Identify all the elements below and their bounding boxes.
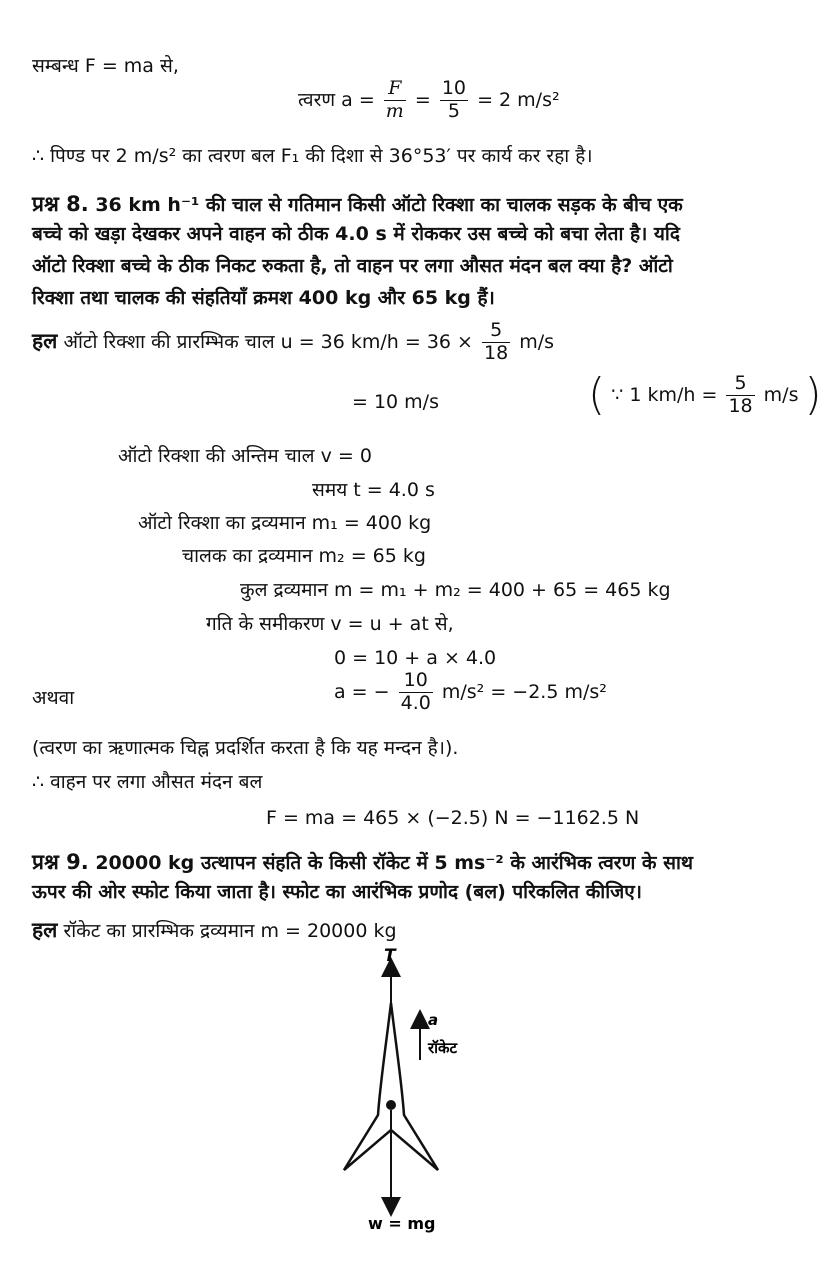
question-8-line-3: ऑटो रिक्शा बच्चे के ठीक निकट रुकता है, तो वाहन पर लगा औसत मंदन बल क्या है? ऑटो xyxy=(32,255,673,277)
fraction-numerator: F xyxy=(384,78,406,101)
conclusion-line: ∴ पिण्ड पर 2 m/s² का त्वरण बल F₁ की दिशा से 36°53′ पर कार्य कर रहा है। xyxy=(32,145,593,167)
acceleration-label: a xyxy=(428,1011,439,1029)
fraction-denominator: 5 xyxy=(447,99,460,122)
right-paren: ) xyxy=(804,369,822,420)
question-9-label: प्रश्न 9. xyxy=(32,850,89,874)
acceleration-rhs: m/s² = −2.5 m/s² xyxy=(441,680,607,703)
question-9-line-2: ऊपर की ओर स्फोट किया जाता है। स्फोट का आरंभिक प्रणोद (बल) परिकलित कीजिए। xyxy=(32,881,642,903)
accel-lhs: त्वरण a = xyxy=(298,88,375,111)
ten-over-five-fraction xyxy=(440,78,468,123)
question-8-line-2: बच्चे को खड़ा देखकर अपने वाहन को ठीक 4.0 s में रोककर उस बच्चे को बचा लेता है। यदि xyxy=(32,223,680,245)
question-9-line-1 xyxy=(32,850,693,875)
fraction-denominator: 4.0 xyxy=(400,691,431,714)
solution-8-label: हल xyxy=(32,328,58,353)
acceleration-lhs: a = − xyxy=(334,680,390,703)
five-over-eighteen-fraction xyxy=(482,320,510,365)
final-speed: ऑटो रिक्शा की अन्तिम चाल v = 0 xyxy=(118,445,372,467)
athava-label: अथवा xyxy=(32,687,75,709)
accel-result: = 2 m/s² xyxy=(477,88,560,111)
force-equation: F = ma = 465 × (−2.5) N = −1162.5 N xyxy=(266,807,640,829)
deceleration-note: (त्वरण का ऋणात्मक चिह्न प्रदर्शित करता है कि यह मन्दन है।). xyxy=(32,737,459,759)
left-paren: ( xyxy=(588,369,606,420)
fraction-denominator: 18 xyxy=(728,394,753,417)
solution-9-label: हल xyxy=(32,918,58,942)
fraction-denominator: 18 xyxy=(484,341,509,364)
solution-8-initial-speed xyxy=(32,320,554,365)
ten-over-four-fraction xyxy=(399,670,433,715)
thrust-label: T xyxy=(384,946,396,966)
fraction-numerator: 5 xyxy=(482,320,510,343)
question-8-line-4: रिक्शा तथा चालक की संहतियाँ क्रमश 400 kg और 65 kg हैं। xyxy=(32,287,495,309)
acceleration-equation xyxy=(298,78,560,123)
equation-substituted: 0 = 10 + a × 4.0 xyxy=(334,647,497,669)
initial-speed-result: = 10 m/s xyxy=(352,391,439,413)
fraction-numerator: 10 xyxy=(399,670,433,693)
rocket-label: रॉकेट xyxy=(428,1039,458,1057)
relation-line: सम्बन्ध F = ma से, xyxy=(32,55,179,77)
total-mass: कुल द्रव्यमान m = m₁ + m₂ = 400 + 65 = 465 kg xyxy=(240,579,671,601)
rocket-force-diagram xyxy=(300,945,500,1235)
conversion-note xyxy=(588,370,822,421)
question-8-line-1 xyxy=(32,192,683,217)
weight-label: w = mg xyxy=(368,1214,436,1233)
solution-9-mass xyxy=(32,918,397,943)
question-9-text-1: 20000 kg उत्थापन संहति के किसी रॉकेट में 5 ms⁻² के आरंभिक त्वरण के साथ xyxy=(95,852,694,874)
fraction-denominator: m xyxy=(385,99,404,122)
conversion-fraction xyxy=(726,373,754,418)
rickshaw-mass: ऑटो रिक्शा का द्रव्यमान m₁ = 400 kg xyxy=(138,512,432,534)
driver-mass: चालक का द्रव्यमान m₂ = 65 kg xyxy=(182,545,426,567)
force-lead: ∴ वाहन पर लगा औसत मंदन बल xyxy=(32,771,263,793)
acceleration-result xyxy=(334,670,607,715)
question-8-label: प्रश्न 8. xyxy=(32,192,89,216)
fraction-numerator: 10 xyxy=(441,77,467,99)
conversion-note-lhs: ∵ 1 km/h = xyxy=(611,383,718,406)
center-of-mass-dot xyxy=(386,1100,396,1110)
initial-speed-unit: m/s xyxy=(519,330,555,353)
rocket-initial-mass: रॉकेट का प्रारम्भिक द्रव्यमान m = 20000 kg xyxy=(63,920,397,942)
equals-sign: = xyxy=(414,88,431,111)
time-value: समय t = 4.0 s xyxy=(312,479,435,501)
initial-speed-lhs: ऑटो रिक्शा की प्रारम्भिक चाल u = 36 km/h = 36 × xyxy=(63,330,473,353)
question-8-text-1: 36 km h⁻¹ की चाल से गतिमान किसी ऑटो रिक्शा का चालक सड़क के बीच एक xyxy=(95,194,683,216)
fraction-numerator: 5 xyxy=(726,373,754,396)
f-over-m-fraction xyxy=(384,78,406,123)
motion-equation: गति के समीकरण v = u + at से, xyxy=(206,613,454,635)
conversion-note-unit: m/s xyxy=(763,383,799,406)
